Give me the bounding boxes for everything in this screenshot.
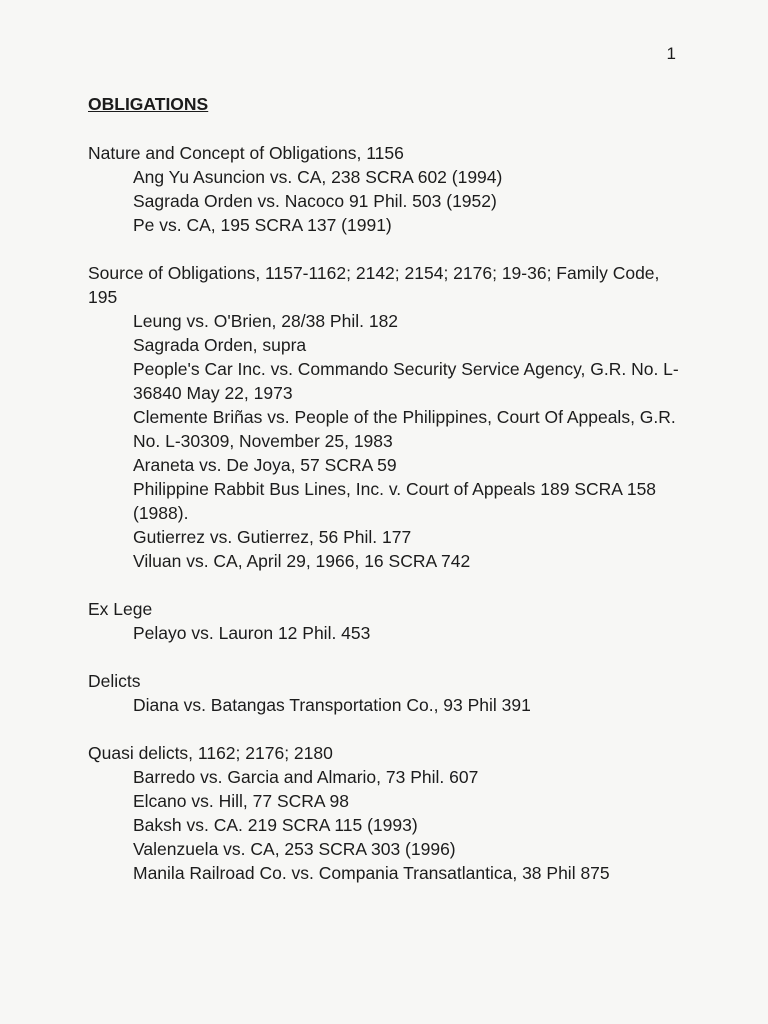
section-nature-concept bbox=[88, 141, 688, 237]
case-citation: Leung vs. O'Brien, 28/38 Phil. 182 bbox=[133, 311, 399, 331]
case-citation: Valenzuela vs. CA, 253 SCRA 303 (1996) bbox=[133, 839, 456, 859]
section-heading: Delicts bbox=[88, 671, 141, 691]
section-delicts bbox=[88, 669, 688, 717]
case-citation: Philippine Rabbit Bus Lines, Inc. v. Court of Appeals 189 SCRA 158 (1988). bbox=[133, 479, 657, 523]
case-citation: Pelayo vs. Lauron 12 Phil. 453 bbox=[133, 623, 371, 643]
case-citation: Sagrada Orden vs. Nacoco 91 Phil. 503 (1952) bbox=[133, 191, 497, 211]
page-number: 1 bbox=[666, 44, 676, 63]
case-citation: Barredo vs. Garcia and Almario, 73 Phil. 607 bbox=[133, 767, 479, 787]
document-title: OBLIGATIONS bbox=[88, 94, 209, 114]
case-list bbox=[88, 693, 688, 717]
case-citation: Diana vs. Batangas Transportation Co., 93 Phil 391 bbox=[133, 695, 531, 715]
section-quasi-delicts bbox=[88, 741, 688, 885]
case-list bbox=[88, 765, 688, 885]
case-citation: Pe vs. CA, 195 SCRA 137 (1991) bbox=[133, 215, 392, 235]
section-ex-lege bbox=[88, 597, 688, 645]
case-list bbox=[88, 309, 688, 573]
section-heading: Source of Obligations, 1157-1162; 2142; 2154; 2176; 19-36; Family Code, 195 bbox=[88, 263, 660, 307]
case-citation: Araneta vs. De Joya, 57 SCRA 59 bbox=[133, 455, 397, 475]
section-heading: Quasi delicts, 1162; 2176; 2180 bbox=[88, 743, 333, 763]
document-body bbox=[88, 92, 688, 909]
case-citation: People's Car Inc. vs. Commando Security Service Agency, G.R. No. L-36840 May 22, 1973 bbox=[133, 359, 679, 403]
case-list bbox=[88, 165, 688, 237]
case-list bbox=[88, 621, 688, 645]
case-citation: Viluan vs. CA, April 29, 1966, 16 SCRA 742 bbox=[133, 551, 471, 571]
case-citation: Gutierrez vs. Gutierrez, 56 Phil. 177 bbox=[133, 527, 412, 547]
case-citation: Clemente Briñas vs. People of the Philippines, Court Of Appeals, G.R. No. L-30309, November 25, 1983 bbox=[133, 407, 676, 451]
case-citation: Manila Railroad Co. vs. Compania Transatlantica, 38 Phil 875 bbox=[133, 863, 610, 883]
case-citation: Elcano vs. Hill, 77 SCRA 98 bbox=[133, 791, 349, 811]
case-citation: Baksh vs. CA. 219 SCRA 115 (1993) bbox=[133, 815, 418, 835]
case-citation: Ang Yu Asuncion vs. CA, 238 SCRA 602 (1994) bbox=[133, 167, 503, 187]
section-heading: Ex Lege bbox=[88, 599, 153, 619]
section-heading: Nature and Concept of Obligations, 1156 bbox=[88, 143, 404, 163]
section-source bbox=[88, 261, 688, 573]
case-citation: Sagrada Orden, supra bbox=[133, 335, 307, 355]
